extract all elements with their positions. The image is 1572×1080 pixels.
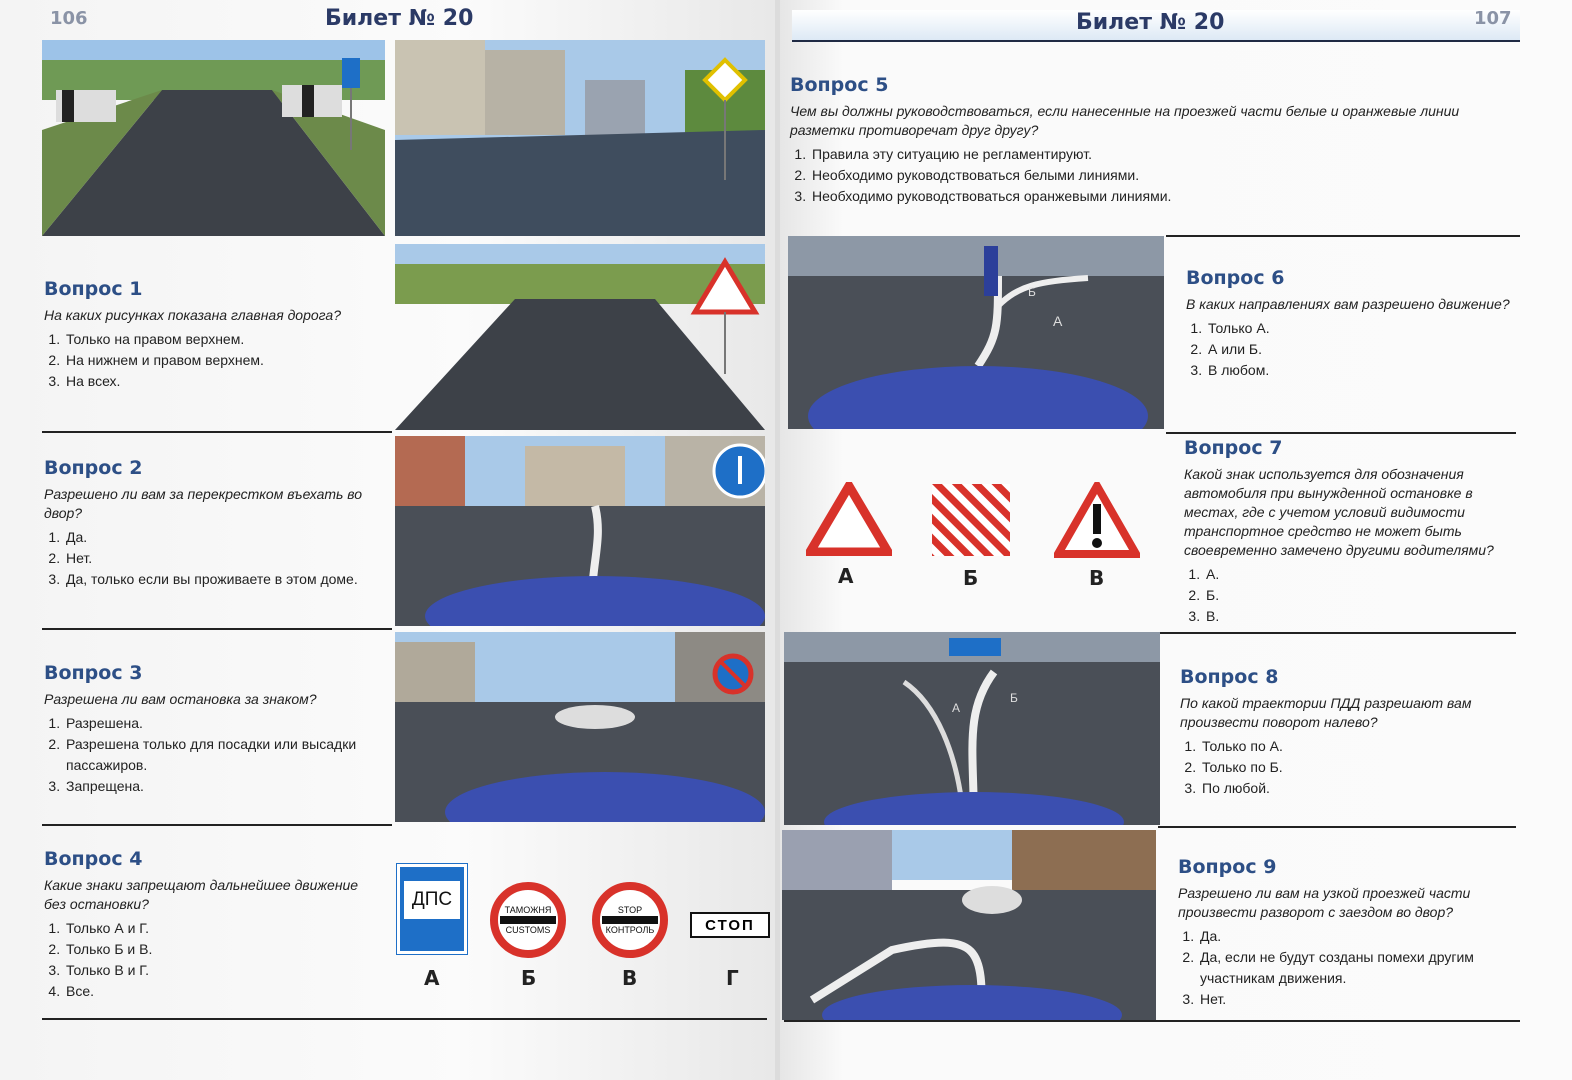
divider xyxy=(42,628,392,630)
question-heading: Вопрос 4 xyxy=(44,848,143,870)
answer-option: 1. Правила эту ситуацию не регламентируют. xyxy=(810,144,1520,165)
striped-plate-icon xyxy=(932,484,1010,556)
stop-line-plate-icon xyxy=(690,912,770,938)
right-page xyxy=(780,0,1572,1080)
question-5 xyxy=(790,74,1520,207)
dps-sign-icon xyxy=(397,864,467,954)
stop-text-bottom: КОНТРОЛЬ xyxy=(605,925,655,935)
q2-image xyxy=(395,436,765,626)
sign-label-v: В xyxy=(1089,566,1105,590)
left-page xyxy=(0,0,775,1080)
divider xyxy=(1160,632,1516,634)
question-7 xyxy=(1184,437,1520,627)
sign-label-a: А xyxy=(424,966,440,990)
question-text: Какие знаки запрещают дальнейшее движение без остановки? xyxy=(44,877,359,912)
question-heading: Вопрос 2 xyxy=(44,457,143,479)
answer-option: 3. Только В и Г. xyxy=(64,960,374,981)
question-text: Разрешено ли вам на узкой проезжей части произвести разворот с заездом во двор? xyxy=(1178,885,1471,920)
sign-label-g: Г xyxy=(726,966,739,990)
answer-option: 1. Только А и Г. xyxy=(64,918,374,939)
question-heading: Вопрос 5 xyxy=(790,74,889,96)
answer-option: 3. Да, только если вы проживаете в этом доме. xyxy=(64,569,374,590)
stop-plate-text: СТОП xyxy=(705,916,755,934)
question-heading: Вопрос 1 xyxy=(44,278,143,300)
question-3 xyxy=(44,662,374,797)
divider xyxy=(42,824,392,826)
question-text: На каких рисунках показана главная дорога? xyxy=(44,307,341,323)
answer-option: 3. По любой. xyxy=(1200,778,1516,799)
q8-image xyxy=(784,632,1160,825)
customs-text-bottom: CUSTOMS xyxy=(505,925,551,935)
trajectory-label-b: Б xyxy=(1028,285,1036,299)
answer-option: 2. Необходимо руководствоваться белыми линиями. xyxy=(810,165,1520,186)
answer-option: 2. Да, если не будут созданы помехи другим участникам движения. xyxy=(1198,947,1516,989)
question-6 xyxy=(1186,267,1516,381)
answer-option: 1. Да. xyxy=(64,527,374,548)
trajectory-label-a: А xyxy=(952,701,961,715)
sign-label-b: Б xyxy=(963,566,979,590)
answer-option: 1. Разрешена. xyxy=(64,713,374,734)
answer-option: 2. Нет. xyxy=(64,548,374,569)
question-heading: Вопрос 9 xyxy=(1178,856,1277,878)
sign-label-a: А xyxy=(838,564,854,588)
answer-option: 2. На нижнем и правом верхнем. xyxy=(64,350,379,371)
answer-option: 2. Б. xyxy=(1204,585,1520,606)
question-text: Какой знак используется для обозначения автомобиля при вынужденной остановке в местах, где с учетом условий видимости транспортное средство не может быть своевременно замечено другими водителями? xyxy=(1184,466,1494,558)
answer-option: 1. Да. xyxy=(1198,926,1516,947)
question-text: Чем вы должны руководствоваться, если нанесенные на проезжей части белые и оранжевые линии разметки противоречат друг другу? xyxy=(790,103,1460,138)
question-heading: Вопрос 3 xyxy=(44,662,143,684)
question-9 xyxy=(1178,856,1516,1010)
sign-label-v: В xyxy=(622,966,638,990)
question-8 xyxy=(1180,666,1516,799)
customs-sign-icon xyxy=(490,882,566,958)
question-heading: Вопрос 8 xyxy=(1180,666,1279,688)
answer-option: 3. Необходимо руководствоваться оранжевыми линиями. xyxy=(810,186,1520,207)
answer-option: 1. Только А. xyxy=(1206,318,1516,339)
answer-option: 3. На всех. xyxy=(64,371,379,392)
answer-option: 4. Все. xyxy=(64,981,374,1002)
trajectory-label-b: Б xyxy=(1010,691,1018,705)
ticket-title: Билет № 20 xyxy=(325,6,474,31)
question-2 xyxy=(44,457,374,590)
page-number: 107 xyxy=(1474,8,1512,29)
answer-option: 2. А или Б. xyxy=(1206,339,1516,360)
ticket-title: Билет № 20 xyxy=(1076,10,1225,35)
answer-option: 3. В. xyxy=(1204,606,1520,627)
answer-option: 1. Только по А. xyxy=(1200,736,1516,757)
question-heading: Вопрос 7 xyxy=(1184,437,1283,459)
stop-text-top: STOP xyxy=(617,905,643,915)
emergency-triangle-icon xyxy=(806,482,892,556)
q1-image-bottom xyxy=(395,244,765,430)
answer-option: 2. Разрешена только для посадки или высадки пассажиров. xyxy=(64,734,374,776)
trajectory-label-a: А xyxy=(1053,313,1063,329)
q9-image xyxy=(782,830,1156,1020)
divider xyxy=(1166,235,1520,237)
question-heading: Вопрос 6 xyxy=(1186,267,1285,289)
divider xyxy=(42,1018,767,1020)
q1-image-left-top xyxy=(42,40,385,236)
answer-option: 3. Запрещена. xyxy=(64,776,374,797)
dps-text: ДПС xyxy=(404,881,460,919)
warning-exclamation-sign-icon xyxy=(1054,482,1140,558)
divider xyxy=(1166,432,1516,434)
answer-option: 2. Только Б и В. xyxy=(64,939,374,960)
answer-option: 3. В любом. xyxy=(1206,360,1516,381)
sign-label-b: Б xyxy=(521,966,537,990)
page-number: 106 xyxy=(50,8,88,29)
answer-option: 1. Только на правом верхнем. xyxy=(64,329,379,350)
question-text: В каких направлениях вам разрешено движение? xyxy=(1186,296,1510,312)
answer-option: 2. Только по Б. xyxy=(1200,757,1516,778)
question-text: Разрешена ли вам остановка за знаком? xyxy=(44,691,317,707)
answer-option: 3. Нет. xyxy=(1198,989,1516,1010)
divider xyxy=(42,431,392,433)
q1-image-right-top xyxy=(395,40,765,236)
customs-text-top: ТАМОЖНЯ xyxy=(504,905,552,915)
divider xyxy=(784,1020,1520,1022)
divider xyxy=(1158,826,1516,828)
question-text: Разрешено ли вам за перекрестком въехать во двор? xyxy=(44,486,363,521)
question-1 xyxy=(44,278,379,392)
answer-option: 1. А. xyxy=(1204,564,1520,585)
q6-image xyxy=(788,236,1164,429)
question-4 xyxy=(44,848,374,1002)
stop-control-sign-icon xyxy=(592,882,668,958)
question-text: По какой траектории ПДД разрешают вам произвести поворот налево? xyxy=(1180,695,1472,730)
q3-image xyxy=(395,632,765,822)
